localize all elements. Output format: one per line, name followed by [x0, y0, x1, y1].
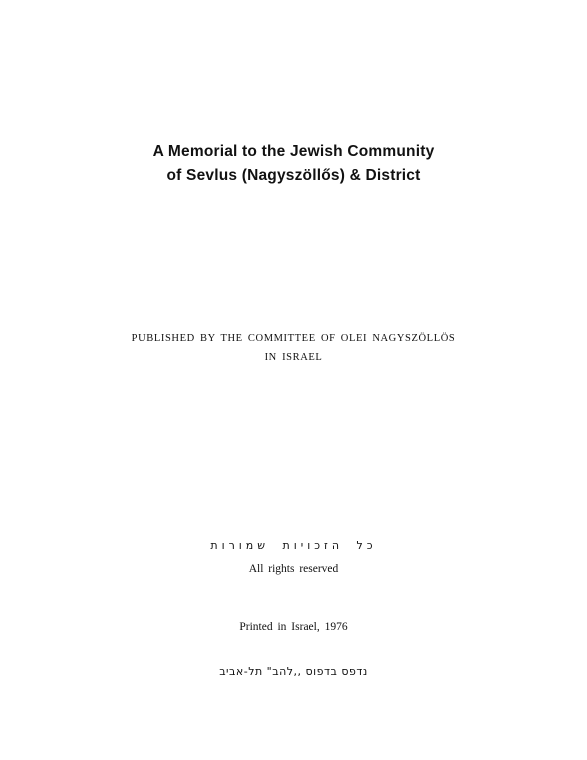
printed-in-israel: Printed in Israel, 1976	[239, 621, 348, 633]
book-title	[0, 140, 587, 188]
title-line-2: of Sevlus (Nagyszöllős) & District	[166, 167, 421, 184]
title-line-1: A Memorial to the Jewish Community	[152, 143, 435, 160]
publisher-line-2: IN ISRAEL	[264, 352, 323, 363]
rights-reserved-english: All rights reserved	[248, 563, 339, 575]
publisher-statement	[0, 329, 587, 367]
publisher-line-1: PUBLISHED BY THE COMMITTEE OF OLEI NAGYSZÖLLÖS	[131, 333, 456, 344]
printer-hebrew: נדפס בדפוס ,,להב" תל-אביב	[219, 665, 368, 678]
rights-reserved-hebrew: כל הזכויות שמורות	[210, 539, 377, 552]
